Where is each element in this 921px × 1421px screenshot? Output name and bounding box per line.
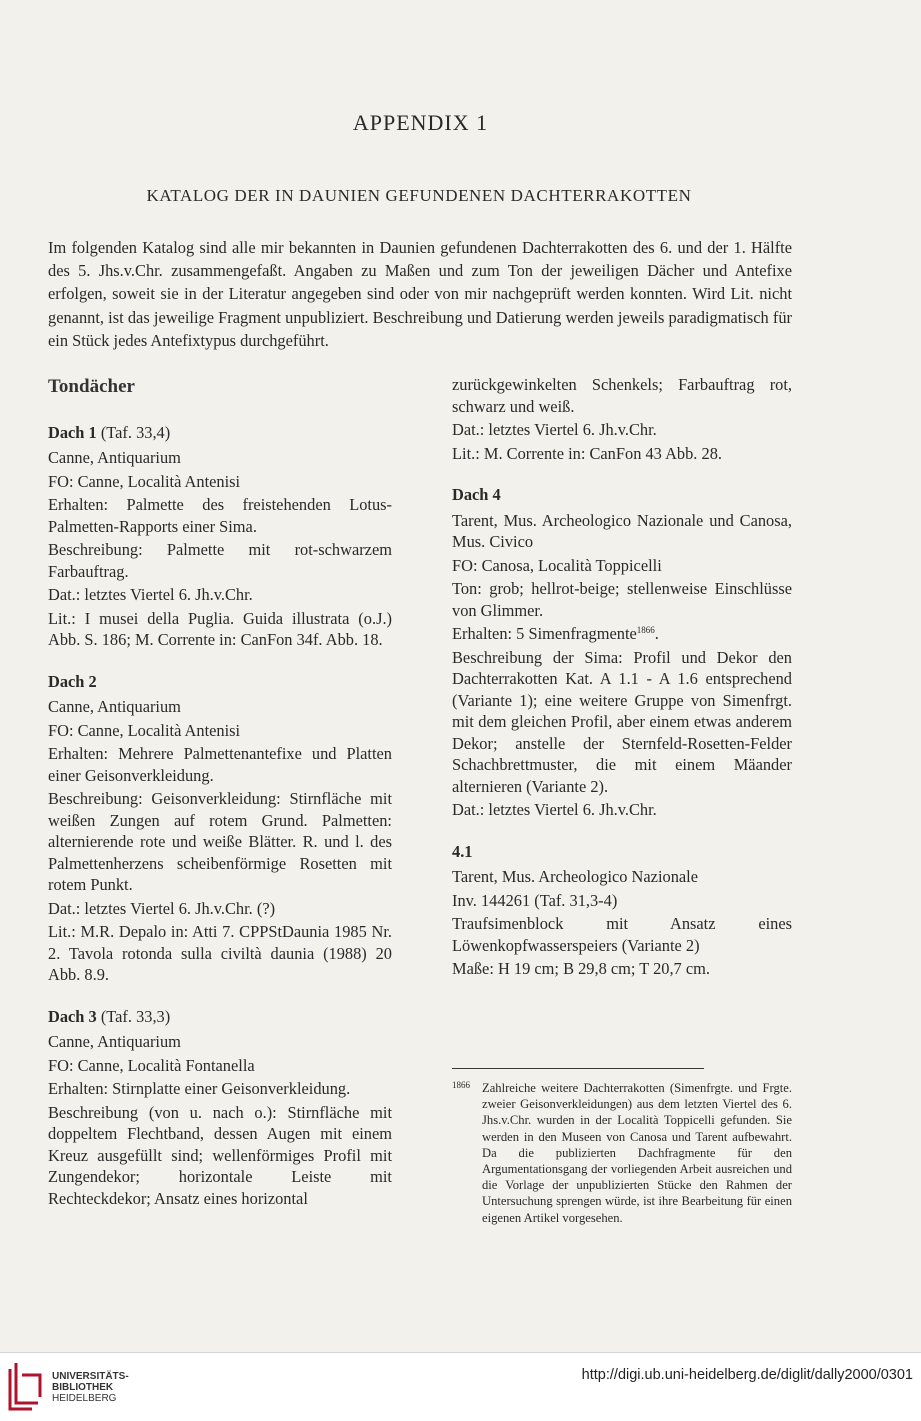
footnote-text: Zahlreiche weitere Dachterrakotten (Simenfrgte. und Frgte. zweier Geisonverkleidungen) aus dem letzten Viertel des 6. Jhs.v.Chr. wurden in der Località Toppicelli gefunden. Sie werden in den Museen von Canosa und Tarent aufbewahrt. Da die publizierten Dachfragmente für den Argumentationsgang der vorliegenden Arbeit ausreichen und die Vorlage der unpublizierten Stücke den Rahmen der Untersuchung sprengen würde, ist ihre Bearbeitung für einen eigenen Artikel vorgesehen.	[482, 1081, 792, 1225]
library-name-line: BIBLIOTHEK	[52, 1382, 114, 1393]
entry-dach-4	[452, 484, 792, 821]
appendix-heading: APPENDIX 1	[352, 110, 489, 135]
entry-4-1	[452, 841, 792, 980]
catalog-title: KATALOG DER IN DAUNIEN GEFUNDENEN DACHTERRAKOTTEN	[146, 186, 692, 205]
entry-line: Beschreibung: Geisonverkleidung: Stirnfläche mit weißen Zungen auf rotem Grund. Palmetten: alternierende rote und weiße Blätter. R. und l. des Palmettenherzens scheibenförmige Rosetten mit rotem Punkt.	[48, 789, 392, 894]
entry-line-text: Erhalten: 5 Simenfragmente	[452, 624, 637, 643]
entry-title: 4.1	[452, 841, 473, 861]
entry-dach-1	[48, 422, 392, 651]
library-name-line: HEIDELBERG	[52, 1393, 117, 1404]
entry-line: Dat.: letztes Viertel 6. Jh.v.Chr.	[452, 420, 657, 439]
right-column	[452, 374, 792, 1000]
entry-line: Erhalten: Palmette des freistehenden Lotus-Palmetten-Rapports einer Sima.	[48, 495, 392, 536]
entry-line: Lit.: M.R. Depalo in: Atti 7. CPPStDaunia 1985 Nr. 2. Tavola rotonda sulla civiltà daunia (1988) 20 Abb. 8.9.	[48, 922, 392, 984]
entry-line-erhalten	[452, 623, 792, 645]
entry-line: Canne, Antiquarium	[48, 697, 181, 716]
entry-title-text: Dach 3	[48, 1006, 97, 1026]
entry-line: Lit.: M. Corrente in: CanFon 43 Abb. 28.	[452, 443, 722, 463]
entry-line: FO: Canne, Località Fontanella	[48, 1055, 255, 1075]
footnote-divider	[452, 1068, 704, 1069]
entry-line: Inv. 144261 (Taf. 31,3-4)	[452, 890, 618, 910]
footnote-number: 1866	[452, 1080, 470, 1090]
entry-dach-2	[48, 671, 392, 986]
entry-line-text: .	[654, 624, 659, 643]
entry-line: Ton: grob; hellrot-beige; stellenweise Einschlüsse von Glimmer.	[452, 579, 792, 620]
library-name	[52, 1371, 129, 1404]
entry-dach-3-continued	[452, 374, 792, 464]
entry-title: Dach 4	[452, 485, 501, 504]
entry-title	[48, 422, 392, 444]
entry-title-text: Dach 1	[48, 422, 97, 442]
entry-line: FO: Canne, Località Antenisi	[48, 471, 241, 491]
entry-line: Dat.: letztes Viertel 6. Jh.v.Chr.	[48, 585, 253, 604]
entry-title: Dach 2	[48, 671, 97, 691]
entry-line: FO: Canne, Località Antenisi	[48, 720, 241, 740]
left-column	[48, 376, 392, 1229]
entry-line: Dat.: letztes Viertel 6. Jh.v.Chr. (?)	[48, 898, 276, 918]
section-heading: Tondächer	[48, 376, 135, 397]
entry-line: Lit.: I musei della Puglia. Guida illustrata (o.J.) Abb. S. 186; M. Corrente in: CanFon 34f. Abb. 18.	[48, 608, 392, 649]
entry-line: Erhalten: Stirnplatte einer Geisonverkleidung.	[48, 1079, 351, 1098]
entry-line: Erhalten: Mehrere Palmettenantefixe und Platten einer Geisonverkleidung.	[48, 744, 392, 785]
entry-line: Beschreibung (von u. nach o.): Stirnfläche mit doppeltem Flechtband, dessen Augen mit einem Kreuz ausgefüllt sind; wellenförmiges Profil mit Zungendekor; horizontale Leiste mit Rechteckdekor; Ansatz eines horizontal	[48, 1102, 392, 1208]
entry-line: Beschreibung: Palmette mit rot-schwarzem Farbauftrag.	[48, 540, 392, 581]
entry-plate-ref: (Taf. 33,4)	[96, 422, 171, 442]
footnote-reference[interactable]: 1866	[636, 625, 655, 635]
library-name-line: UNIVERSITÄTS-	[52, 1371, 129, 1382]
entry-line: Dat.: letztes Viertel 6. Jh.v.Chr.	[452, 800, 657, 819]
entry-line: Tarent, Mus. Archeologico Nazionale und Canosa, Mus. Civico	[452, 510, 792, 551]
entry-line: Canne, Antiquarium	[48, 448, 181, 467]
entry-line: Canne, Antiquarium	[48, 1032, 181, 1051]
entry-line: Tarent, Mus. Archeologico Nazionale	[452, 867, 698, 886]
library-logo-icon[interactable]	[6, 1359, 44, 1413]
intro-paragraph: Im folgenden Katalog sind alle mir bekannten in Daunien gefundenen Dachterrakotten des 6. und der 1. Hälfte des 5. Jhs.v.Chr. zusammengefaßt. Angaben zu Maßen und zum Ton der jeweiligen Dächer und Antefixe erfolgen, soweit sie in der Literatur angegeben sind oder von mir nachgeprüft werden konnten. Wird Lit. nicht genannt, ist das jeweilige Fragment unpubliziert. Beschreibung und Datierung werden jeweils paradigmatisch für ein Stück jedes Antefixtypus durchgeführt.	[48, 238, 792, 350]
entry-title	[48, 1006, 392, 1028]
entry-line: Maße: H 19 cm; B 29,8 cm; T 20,7 cm.	[452, 959, 710, 978]
entry-dach-3	[48, 1006, 392, 1210]
footnote	[452, 1080, 792, 1226]
entry-line: zurückgewinkelten Schenkels; Farbauftrag rot, schwarz und weiß.	[452, 375, 792, 416]
footer-bar	[0, 1352, 921, 1421]
entry-line: Traufsimenblock mit Ansatz eines Löwenkopfwasserspeiers (Variante 2)	[452, 914, 792, 955]
entry-line: FO: Canosa, Località Toppicelli	[452, 555, 662, 575]
entry-plate-ref: (Taf. 33,3)	[96, 1006, 171, 1026]
entry-line: Beschreibung der Sima: Profil und Dekor den Dachterrakotten Kat. A 1.1 - A 1.6 entsprechend (Variante 1); eine weitere Gruppe von Simenfrgt. mit dem gleichen Profil, aber einem etwas anderem Dekor; anstelle der Sternfeld-Rosetten-Felder Schachbrettmuster, die mit einem Mäander alternieren (Variante 2).	[452, 647, 792, 796]
page-url-link[interactable]: http://digi.ub.uni-heidelberg.de/diglit/dally2000/0301	[581, 1367, 913, 1383]
